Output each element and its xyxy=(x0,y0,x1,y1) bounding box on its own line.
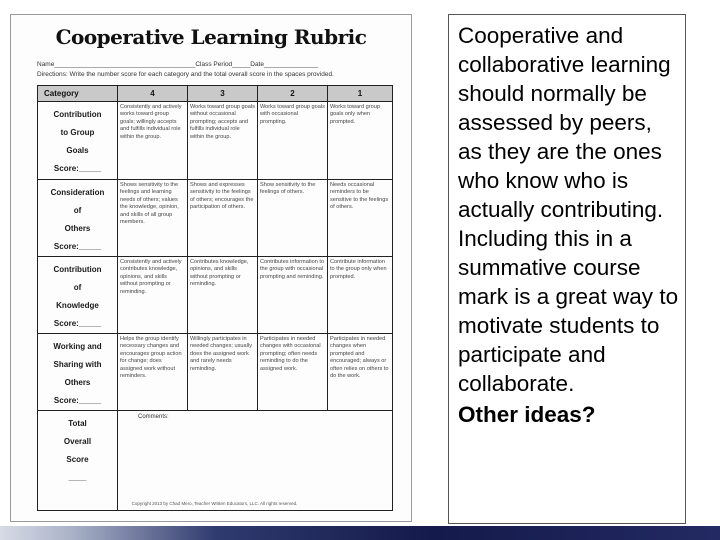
total-line: Total xyxy=(68,419,87,428)
text-box[interactable] xyxy=(448,14,686,524)
total-overall-score xyxy=(38,411,118,511)
rubric-cell: Participates in needed changes when prompted and encouraged; always or often relies on others to do the work. xyxy=(328,334,393,411)
rubric-cell: Needs occasional reminders to be sensitive to the feelings of others. xyxy=(328,180,393,257)
rubric-cell: Participates in needed changes with occasional prompting; often needs reminding to do the assigned work. xyxy=(258,334,328,411)
rubric-cell: Shows and expresses sensitivity to the feelings of others; encourages the participation of others. xyxy=(188,180,258,257)
category-line: Goals xyxy=(66,146,89,155)
rubric-cell: Shows sensitivity to the feelings and learning needs of others; values the knowledge, opinion, and skills of all group members. xyxy=(118,180,188,257)
other-ideas-text: Other ideas? xyxy=(458,402,596,427)
rubric-header-row xyxy=(38,86,393,102)
category-line: Others xyxy=(64,224,91,233)
rubric-copyright: Copyright 2013 by Chad Mero, Teacher Written Educators, LLC. All rights reserved. xyxy=(131,501,298,506)
comments-area xyxy=(118,411,393,511)
rubric-cell: Consistently and actively contributes knowledge, opinions, and skills without prompting or reminding. xyxy=(118,257,188,334)
score-blank: Score:_____ xyxy=(53,164,102,173)
row-category xyxy=(38,180,118,257)
rubric-cell: Consistently and actively works toward group goals; willingly accepts and fulfills individual role within the group. xyxy=(118,102,188,180)
rubric-row-contribution-to-group-goals xyxy=(38,102,393,180)
bottom-decorative-bar xyxy=(0,526,720,540)
category-line: Contribution xyxy=(53,110,102,119)
rubric-row-working-and-sharing xyxy=(38,334,393,411)
rubric-cell: Works toward group goals with occasional prompting. xyxy=(258,102,328,180)
rubric-row-consideration-of-others xyxy=(38,180,393,257)
rubric-name-line: Name_______________________________________Class Period_____Date_______________ xyxy=(37,61,319,68)
category-line: Sharing with xyxy=(53,360,102,369)
header-category: Category xyxy=(38,86,118,102)
header-score-4: 4 xyxy=(118,86,188,102)
rubric-cell: Works toward group goals only when prompted. xyxy=(328,102,393,180)
rubric-cell: Contribute information to the group only when prompted. xyxy=(328,257,393,334)
row-category xyxy=(38,102,118,180)
rubric-cell: Helps the group identify necessary changes and encourages group action for change; does assigned work without reminders. xyxy=(118,334,188,411)
total-line: Overall xyxy=(63,437,92,446)
rubric-image xyxy=(10,14,412,522)
category-line: to Group xyxy=(60,128,95,137)
score-blank: Score:_____ xyxy=(53,396,102,405)
header-score-1: 1 xyxy=(328,86,393,102)
rubric-cell: Works toward group goals without occasional prompting; accepts and fulfills individual role within the group. xyxy=(188,102,258,180)
header-score-3: 3 xyxy=(188,86,258,102)
category-line: of xyxy=(73,283,82,292)
rubric-cell: Contributes information to the group with occasional prompting and reminding. xyxy=(258,257,328,334)
category-line: Knowledge xyxy=(56,301,99,310)
rubric-row-contribution-of-knowledge xyxy=(38,257,393,334)
row-category xyxy=(38,257,118,334)
rubric-cell: Willingly participates in needed changes; usually does the assigned work and rarely needs reminding. xyxy=(188,334,258,411)
rubric-cell: Show sensitivity to the feelings of others. xyxy=(258,180,328,257)
category-line: Consideration xyxy=(50,188,105,197)
rubric-table xyxy=(37,85,393,511)
total-line: Score xyxy=(66,455,89,464)
category-line: of xyxy=(73,206,82,215)
rubric-directions: Directions: Write the number score for each category and the total overall score in the spaces provided. xyxy=(37,71,334,78)
category-line: Working and xyxy=(53,342,102,351)
header-score-2: 2 xyxy=(258,86,328,102)
score-blank: Score:_____ xyxy=(53,319,102,328)
comments-label: Comments: xyxy=(138,414,169,420)
rubric-row-total xyxy=(38,411,393,511)
score-blank: Score:_____ xyxy=(53,242,102,251)
row-category xyxy=(38,334,118,411)
category-line: Others xyxy=(64,378,91,387)
category-line: Contribution xyxy=(53,265,102,274)
total-blank: ____ xyxy=(68,473,87,482)
rubric-cell: Contributes knowledge, opinions, and skills without prompting or reminding. xyxy=(188,257,258,334)
rubric-title: Cooperative Learning Rubric xyxy=(55,25,367,49)
body-text: Cooperative and collaborative learning should normally be assessed by peers, as they are the ones who know who is actually contributing. Including this in a summative course mark is a great way to motivate students to participate and collaborate. xyxy=(458,23,679,396)
